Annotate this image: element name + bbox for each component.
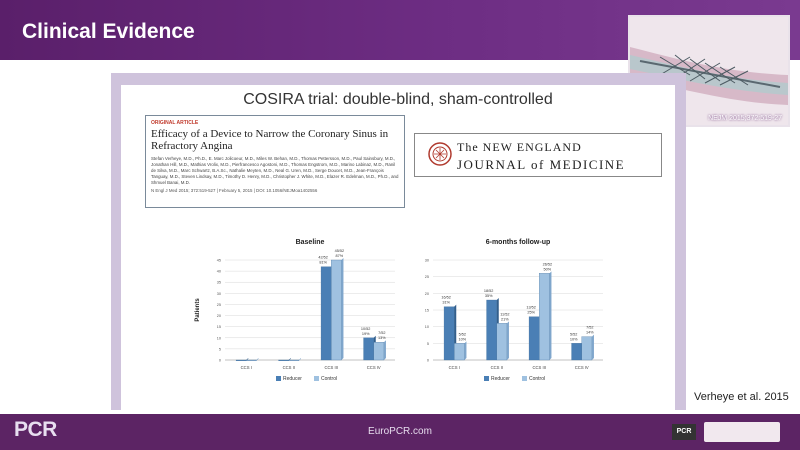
article-reference: N Engl J Med 2015; 372:519-527 | February 5, 2015 | DOI: 10.1056/NEJMoa1402556 — [151, 188, 318, 193]
data-label-count: 26/52 — [542, 262, 553, 267]
y-tick-label: 0 — [426, 358, 429, 363]
article-excerpt — [145, 115, 405, 208]
legend-swatch-control — [314, 376, 319, 381]
journal-logo — [414, 133, 662, 177]
ccs-bar-charts — [185, 232, 605, 392]
chart-title: Baseline — [295, 239, 325, 246]
bar-control — [331, 260, 341, 360]
legend-label: Reducer — [491, 376, 510, 382]
data-label-count: 5/52 — [458, 332, 467, 337]
legend-label: Control — [529, 376, 546, 382]
data-label-count: 7/52 — [378, 331, 386, 336]
data-label-percent: 10% — [569, 337, 578, 342]
partner-logo — [704, 422, 780, 442]
article-title: Efficacy of a Device to Narrow the Coronary Sinus in Refractory Angina — [151, 128, 389, 152]
footer-url[interactable]: EuroPCR.com — [368, 426, 432, 437]
footer-bar — [0, 414, 800, 450]
journal-name-line2: JOURNAL of MEDICINE — [457, 157, 626, 172]
data-label-count: 42/52 — [318, 255, 328, 260]
journal-name-line1: The NEW ENGLAND — [457, 140, 582, 154]
data-label-percent: 87% — [335, 254, 344, 258]
bar-depth — [341, 258, 343, 360]
x-tick-label: CCS II — [282, 365, 295, 370]
bar-depth — [256, 358, 258, 361]
data-label-percent: 10% — [458, 337, 467, 342]
y-tick-label: 30 — [424, 258, 429, 263]
x-tick-label: CCS II — [490, 365, 503, 370]
y-tick-label: 10 — [424, 325, 429, 330]
bar-control — [374, 342, 384, 360]
bar-reducer — [487, 300, 497, 360]
bar-depth — [384, 340, 386, 360]
data-label-percent: 31% — [442, 300, 450, 305]
data-label-percent: 81% — [319, 260, 327, 265]
pcr-logo: PCR — [14, 418, 57, 441]
data-label-percent: 14% — [586, 330, 594, 335]
data-label-percent: 50% — [543, 267, 552, 272]
y-tick-label: 20 — [424, 291, 429, 296]
bar-control — [454, 343, 464, 360]
y-tick-label: 25 — [424, 275, 429, 280]
bar-reducer — [572, 343, 582, 360]
bar-depth — [549, 271, 551, 360]
thumbnail-citation: NEJM 2015;372:519-27 — [708, 115, 782, 122]
x-tick-label: CCS III — [532, 365, 546, 370]
bar-control — [289, 360, 299, 361]
data-label-count: 11/52 — [500, 312, 510, 317]
data-label-percent: 25% — [527, 310, 535, 315]
x-tick-label: CCS IV — [366, 365, 381, 370]
bar-reducer — [321, 267, 331, 360]
article-authors: Stefan Verheye, M.D., Ph.D., E. Marc Jolicoeur, M.D., Miles W. Behan, M.D., Thomas Pettersson, M.D., Paul Sainsbury, M.D., Jonathan Hill, M.D., Mathias Vrolix, M.D., Pierfrancesco Agostoni, M.D., Thomas Engstrom, M.D., Marino Labinaz, M.D., Ranil de Silva, M.D., Marc Schwartz, B.A.Sc., Nathalie Meyten, M.D., Neal G. Uren, M.D., Serge Doucet, M.D., Jean-François Tanguay, M.D., Steven Lindsay, M.D., Timothy D. Henry, M.D., Christopher J. White, M.D., Elazer R. Edelman, M.D., Ph.D., and Shmuel Banai, M.D. — [151, 156, 399, 185]
x-tick-label: CCS III — [324, 365, 338, 370]
data-label-percent: 35% — [484, 294, 493, 298]
y-tick-label: 20 — [216, 314, 221, 319]
y-tick-label: 30 — [216, 291, 221, 296]
bar-control — [582, 337, 592, 360]
bar-depth — [592, 335, 594, 360]
y-tick-label: 25 — [216, 302, 221, 307]
legend-label: Control — [321, 376, 338, 382]
x-tick-label: CCS I — [240, 365, 252, 370]
slide-subtitle: COSIRA trial: double-blind, sham-controlled — [243, 91, 553, 108]
y-tick-label: 40 — [216, 269, 221, 274]
legend-swatch-control — [522, 376, 527, 381]
bar-reducer — [364, 338, 374, 360]
legend-swatch-reducer — [276, 376, 281, 381]
y-tick-label: 35 — [216, 280, 221, 285]
reference-citation: Verheye et al. 2015 — [694, 391, 789, 403]
pcr-small-logo: PCR — [672, 424, 696, 440]
data-label-percent: 19% — [361, 331, 370, 336]
legend-swatch-reducer — [484, 376, 489, 381]
bar-depth — [507, 321, 509, 360]
bar-reducer — [444, 307, 454, 360]
y-tick-label: 5 — [426, 341, 429, 346]
nejm-seal-icon — [428, 142, 452, 166]
data-label-percent: 21% — [501, 317, 509, 322]
y-tick-label: 15 — [216, 325, 221, 330]
article-label: ORIGINAL ARTICLE — [151, 120, 199, 126]
legend-label: Reducer — [283, 376, 302, 382]
bar-control — [497, 323, 507, 360]
x-tick-label: CCS IV — [574, 365, 589, 370]
bar-control — [246, 360, 256, 361]
page-title: Clinical Evidence — [22, 20, 195, 43]
y-tick-label: 0 — [218, 358, 221, 363]
data-label-count: 10/52 — [360, 326, 371, 331]
data-label-percent: 13% — [378, 336, 386, 341]
bar-reducer — [279, 360, 289, 361]
bar-depth — [464, 341, 466, 360]
bar-reducer — [529, 317, 539, 360]
bar-reducer — [236, 360, 246, 361]
x-tick-label: CCS I — [448, 365, 460, 370]
data-label-count: 13/52 — [526, 305, 536, 310]
y-axis-label: Patients — [195, 298, 201, 322]
data-label-count: 7/52 — [586, 325, 594, 330]
data-label-count: 16/52 — [441, 295, 451, 300]
y-tick-label: 5 — [218, 347, 221, 352]
y-tick-label: 10 — [216, 336, 221, 341]
data-label-count: 18/52 — [483, 289, 494, 293]
y-tick-label: 15 — [424, 308, 429, 313]
y-tick-label: 45 — [216, 258, 221, 263]
bar-control — [539, 273, 549, 360]
bar-depth — [299, 358, 301, 361]
chart-title: 6-months follow-up — [485, 239, 551, 246]
data-label-count: 5/52 — [569, 332, 578, 337]
data-label-count: 45/52 — [334, 249, 345, 253]
